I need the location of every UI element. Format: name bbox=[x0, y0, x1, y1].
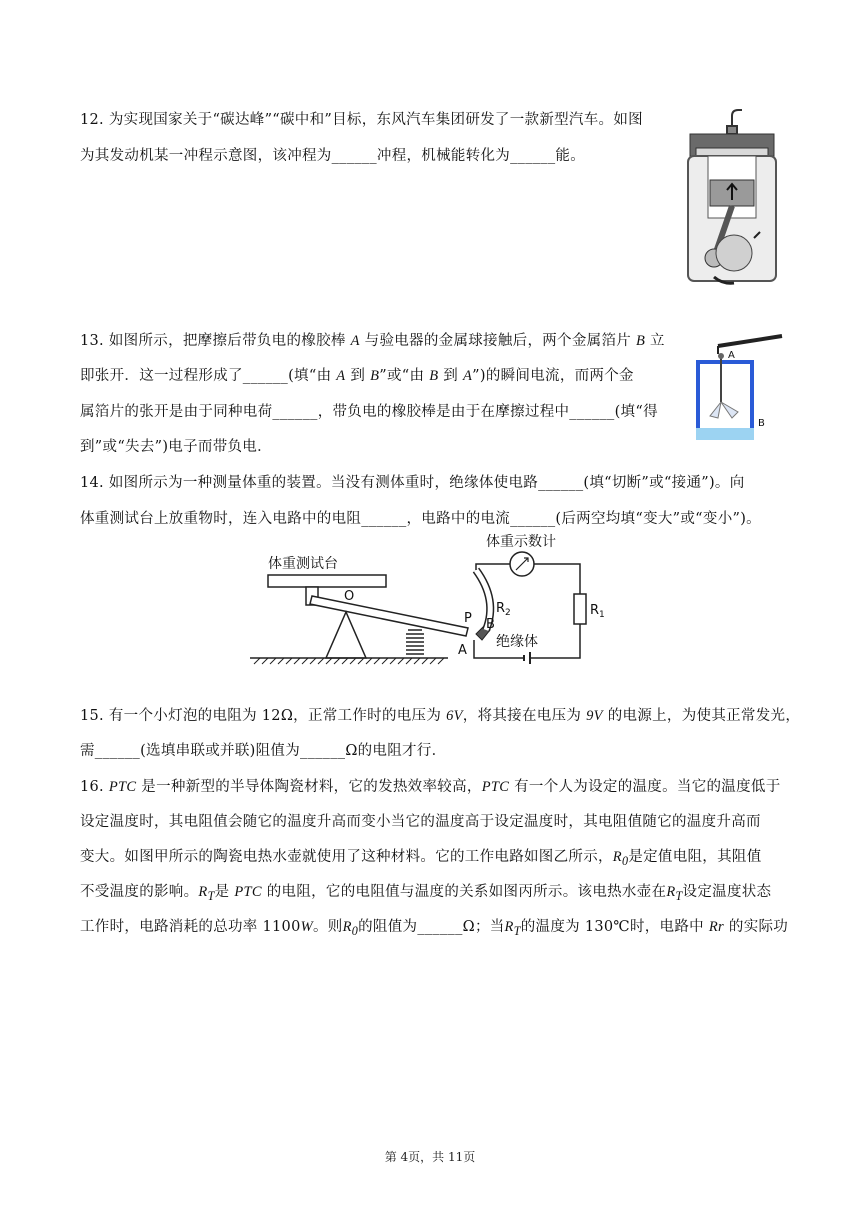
platform-label: 体重测试台 bbox=[268, 556, 338, 572]
electroscope-figure bbox=[688, 332, 784, 444]
q16-line-3: 变大。如图甲所示的陶瓷电热水壶就使用了这种材料。它的工作电路如图乙所示，$R_0$是定值电阻，其阻值 bbox=[80, 849, 762, 868]
q16-line-5: 工作时，电路消耗的总功率 1100W。则$R_0$的阻值为______Ω；当$R_T$的温度为 130℃时，电路中 Rr 的实际功 bbox=[80, 919, 789, 938]
r2-label: $R_2$ bbox=[496, 601, 511, 618]
q16-line-1: 16. PTC 是一种新型的半导体陶瓷材料，它的发热效率较高，PTC 有一个人为设定的温度。当它的温度低于 bbox=[80, 779, 781, 795]
q16-line-2: 设定温度时，其电阻值会随它的温度升高而变小当它的温度高于设定温度时，其电阻值随它的温度升高而 bbox=[80, 814, 761, 830]
page-footer: 第 4页，共 11页 bbox=[384, 1150, 476, 1164]
engine-stroke-figure bbox=[682, 108, 782, 293]
pivot-label-o: O bbox=[344, 589, 355, 604]
q15-line-1: 15. 有一个小灯泡的电阻为 12Ω，正常工作时的电压为 6V，将其接在电压为 9V 的电源上，为使其正常发光， bbox=[80, 708, 801, 724]
q16-line-4: 不受温度的影响。$R_T$是 PTC 的电阻，它的电阻值与温度的关系如图丙所示。该电热水壶在$R_T$设定温度状态 bbox=[80, 884, 772, 903]
meter-label: 体重示数计 bbox=[486, 534, 556, 550]
electroscope-label-a: A bbox=[728, 350, 735, 361]
q13-line-3: 属箔片的张开是由于同种电荷______，带负电的橡胶棒是由于在摩擦过程中______(填“得 bbox=[80, 404, 658, 420]
label-a: A bbox=[458, 643, 467, 658]
label-b: B bbox=[486, 617, 495, 632]
q13-line-2: 即张开．这一过程形成了______(填“由 A 到 B”或“由 B 到 A”)的瞬间电流，而两个金 bbox=[80, 368, 634, 384]
insulator-label: 绝缘体 bbox=[496, 634, 538, 650]
q12-line-1: 12. 为实现国家关于“碳达峰”“碳中和”目标，东风汽车集团研发了一款新型汽车。如图 bbox=[80, 112, 643, 128]
q12-line-2: 为其发动机某一冲程示意图，该冲程为______冲程，机械能转化为______能。 bbox=[80, 148, 585, 164]
q14-line-1: 14. 如图所示为一种测量体重的装置。当没有测体重时，绝缘体使电路______(填“切断”或“接通”)。向 bbox=[80, 475, 745, 491]
q13-line-1: 13. 如图所示，把摩擦后带负电的橡胶棒 A 与验电器的金属球接触后，两个金属箔片 B 立 bbox=[80, 333, 665, 349]
electroscope-label-b: B bbox=[758, 418, 765, 429]
slider-label-p: P bbox=[464, 611, 472, 626]
q14-line-2: 体重测试台上放重物时，连入电路中的电阻______，电路中的电流______(后两空均填“变大”或“变小”)。 bbox=[80, 511, 761, 527]
q15-line-2: 需______(选填串联或并联)阻值为______Ω的电阻才行． bbox=[80, 743, 447, 759]
r1-label: $R_1$ bbox=[590, 603, 605, 620]
q13-line-4: 到”或“失去”)电子而带负电． bbox=[80, 439, 272, 455]
weight-scale-figure bbox=[248, 530, 610, 666]
